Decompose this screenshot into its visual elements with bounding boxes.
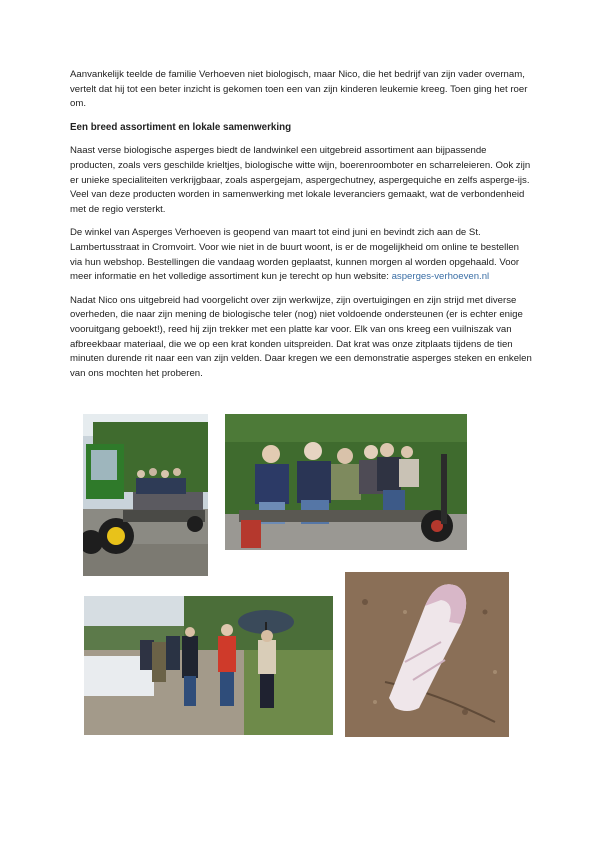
- paragraph-intro: Aanvankelijk teelde de familie Verhoeven niet biologisch, maar Nico, die het bedrijf van zijn vader overnam, vertelt dat hij tot een beter inzicht is gekomen toen een van zijn kinderen leukemie kreeg. Toen ging het roer om.: [70, 69, 528, 110]
- paragraph-tour: Nadat Nico ons uitgebreid had voorgelicht over zijn werkwijze, zijn overtuigingen en zijn strijd met diverse overheden, die naar zijn mening de biologische teler (nog) niet voldoende ondersteunen (er is echter enige vooruitgang geboekt!), reed hij zijn trekker met een platte kar voor. Elk van ons kreeg een vuilniszak van afbreekbaar materiaal, die we op een krat konden uitspreiden. Dat krat was onze zitplaats tijdens de tien minuten durende rit naar een van zijn velden. Daar kregen we een demonstratie asperges steken en enkelen van ons mochten het proberen.: [70, 294, 532, 379]
- website-link[interactable]: asperges-verhoeven.nl: [391, 271, 490, 283]
- article-text: [70, 68, 532, 390]
- photo-group-in-field: [84, 596, 333, 735]
- photo-tractor-cart: [83, 414, 208, 576]
- paragraph-assortment: Naast verse biologische asperges biedt de landwinkel een uitgebreid assortiment aan bijpassende producten, zoals vers geschilde krieltjes, biologische witte wijn, boerenroomboter en scharreleieren. Ook zijn er unieke specialiteiten verkrijgbaar, zoals aspergejam, aspergechutney, aspergequiche en zelfs asperge-ijs. Veel van deze producten worden in samenwerking met lokale leveranciers gemaakt, wat de verbondenheid met de regio versterkt.: [70, 145, 531, 215]
- section-heading: Een breed assortiment en lokale samenwerking: [70, 121, 292, 133]
- photo-asparagus-tip: [345, 572, 509, 737]
- paragraph-shop: [70, 226, 532, 284]
- photo-group-on-cart: [225, 414, 467, 550]
- paragraph-shop-text: De winkel van Asperges Verhoeven is geopend van maart tot eind juni en bevindt zich aan de St. Lambertusstraat in Cromvoirt. Voor wie niet in de buurt woont, is er de mogelijkheid om online te bestellen via hun webshop. Bestellingen die vandaag worden geplaatst, kunnen morgen al worden opgehaald. Voor meer informatie en het volledige assortiment kun je terecht op hun website:: [70, 227, 520, 283]
